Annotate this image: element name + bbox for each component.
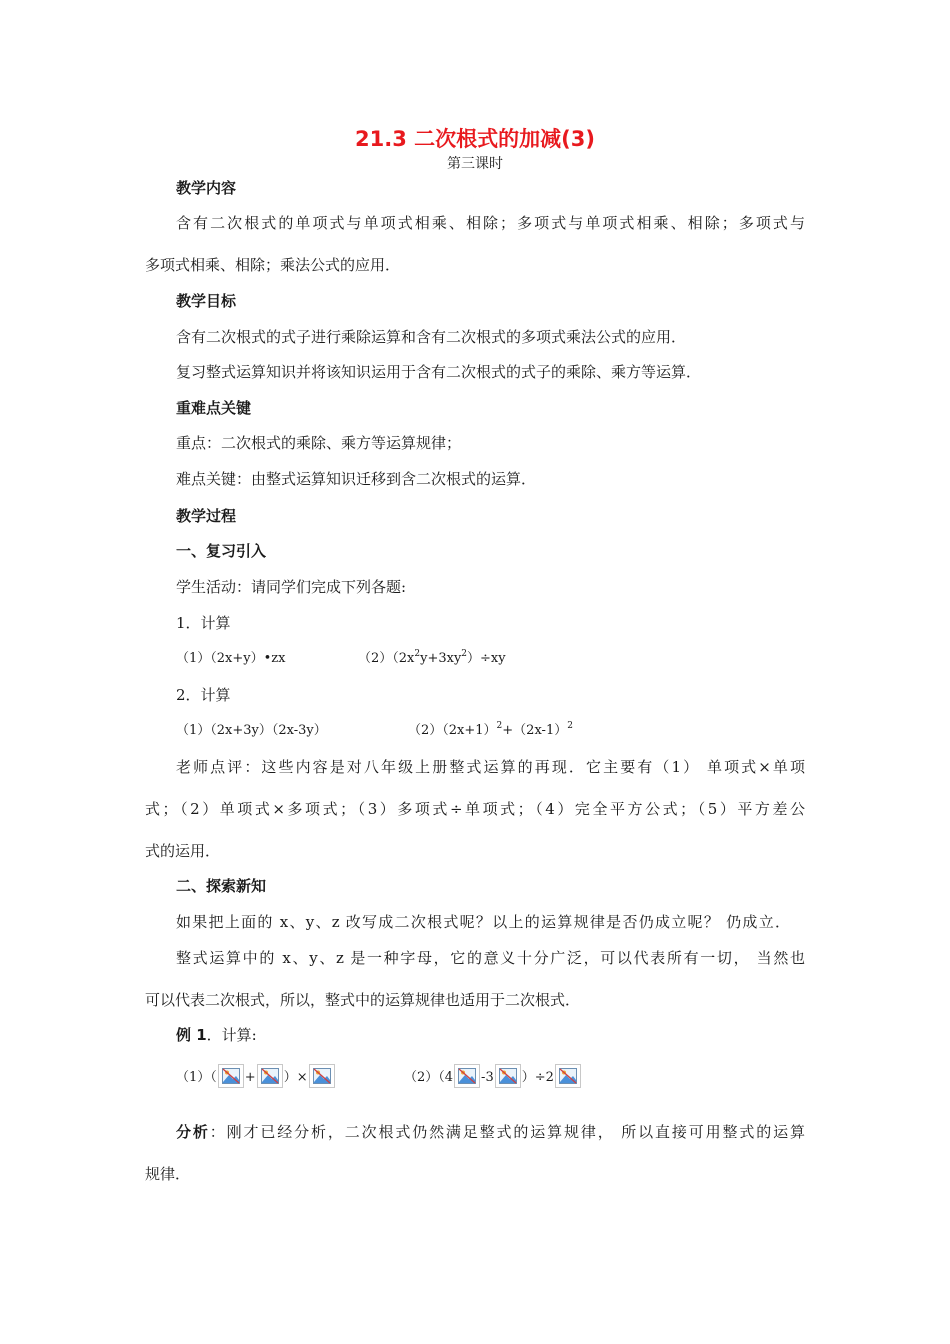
question-1-label: 1．计算 bbox=[176, 614, 231, 632]
teaching-goals-line-1: 含有二次根式的式子进行乘除运算和含有二次根式的多项式乘法公式的应用． bbox=[176, 328, 687, 346]
broken-image-icon bbox=[495, 1064, 521, 1088]
example-1-part-a: （1）（ + ）× bbox=[176, 1064, 336, 1088]
explore-line-1: 如果把上面的 x、y、z 改写成二次根式呢？以上的运算规律是否仍成立呢？ 仍成立． bbox=[176, 913, 790, 931]
question-2-part-a: （1）（2x+3y）（2x-3y） bbox=[176, 723, 327, 738]
question-1-part-b: $(2)(2x^2y+3xy^2)\div xy$ bbox=[358, 649, 506, 666]
question-2-label: 2．计算 bbox=[176, 686, 231, 704]
page-title: 21.3 二次根式的加减(3) bbox=[355, 127, 595, 151]
heading-review: 一、复习引入 bbox=[176, 542, 267, 560]
heading-teaching-goals: 教学目标 bbox=[176, 292, 237, 310]
heading-explore: 二、探索新知 bbox=[176, 877, 267, 895]
student-activity-line: 学生活动：请同学们完成下列各题: bbox=[176, 578, 407, 596]
broken-image-icon bbox=[454, 1064, 480, 1088]
broken-image-icon bbox=[309, 1064, 335, 1088]
question-1-part-a: （1）（2x+y）•zx bbox=[176, 651, 286, 666]
explore-line-2: 整式运算中的 x、y、z 是一种字母，它的意义十分广泛，可以代表所有一切， 当然也 bbox=[176, 949, 805, 967]
heading-teaching-content: 教学内容 bbox=[176, 179, 237, 197]
difficulty-line: 难点关键：由整式运算知识迁移到含二次根式的运算． bbox=[176, 470, 537, 488]
broken-image-icon bbox=[218, 1064, 244, 1088]
analysis-line-2: 规律． bbox=[145, 1165, 191, 1183]
example-1-part-b: （2）（4 -3 ）÷2 bbox=[404, 1064, 582, 1088]
heading-teaching-process: 教学过程 bbox=[176, 507, 237, 525]
heading-key-points: 重难点关键 bbox=[176, 399, 252, 417]
explore-line-3: 可以代表二次根式，所以，整式中的运算规律也适用于二次根式． bbox=[145, 991, 581, 1009]
teacher-comment-line-1: 老师点评：这些内容是对八年级上册整式运算的再现．它主要有（1） 单项式×单项 bbox=[176, 758, 805, 776]
analysis-line-1: 分析：刚才已经分析，二次根式仍然满足整式的运算规律， 所以直接可用整式的运算 bbox=[176, 1123, 805, 1141]
key-point-line: 重点：二次根式的乘除、乘方等运算规律； bbox=[176, 434, 462, 452]
teacher-comment-line-2: 式；（2）单项式×多项式；（3）多项式÷单项式；（4）完全平方公式；（5）平方差公 bbox=[145, 800, 805, 818]
example-1-heading: 例 1．计算: bbox=[176, 1026, 257, 1044]
page-subtitle: 第三课时 bbox=[447, 156, 503, 172]
teaching-content-line-1: 含有二次根式的单项式与单项式相乘、相除；多项式与单项式相乘、相除；多项式与 bbox=[176, 214, 805, 232]
question-2-part-b: $(2)(2x+1)^2+(2x-1)^2$ bbox=[408, 721, 573, 738]
broken-image-icon bbox=[257, 1064, 283, 1088]
teaching-content-line-2: 多项式相乘、相除；乘法公式的应用． bbox=[145, 256, 401, 274]
teaching-goals-line-2: 复习整式运算知识并将该知识运用于含有二次根式的式子的乘除、乘方等运算． bbox=[176, 363, 702, 381]
teacher-comment-line-3: 式的运用． bbox=[145, 842, 221, 860]
broken-image-icon bbox=[555, 1064, 581, 1088]
